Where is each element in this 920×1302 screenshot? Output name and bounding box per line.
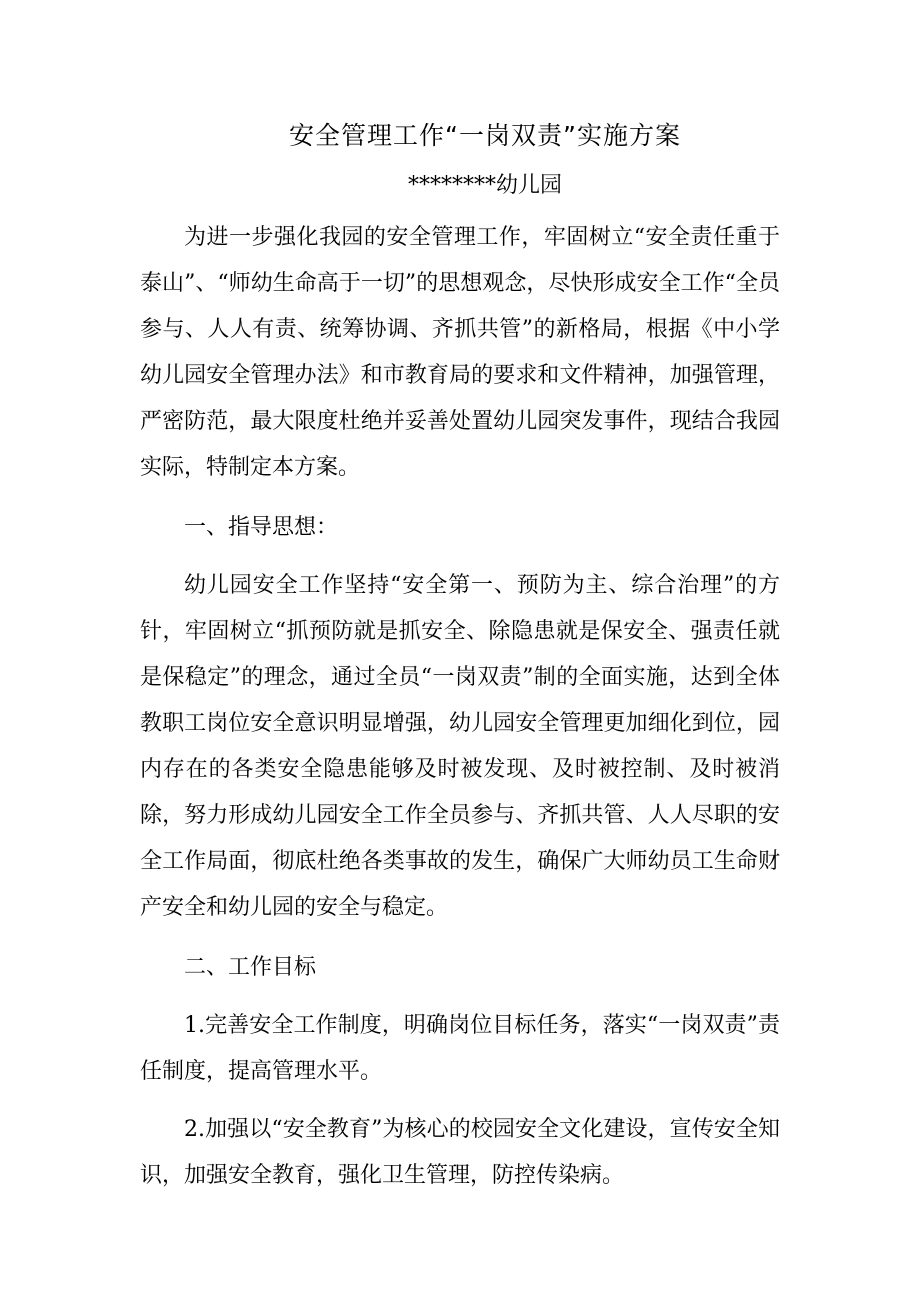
- goal-item-2: 2.加强以“安全教育”为核心的校园安全文化建设，宣传安全知识，加强安全教育，强化卫生管理，防控传染病。: [140, 1117, 780, 1188]
- intro-paragraph: 为进一步强化我园的安全管理工作，牢固树立“安全责任重于泰山”、“师幼生命高于一切”的思想观念，尽快形成安全工作“全员参与、人人有责、统筹协调、齐抓共管”的新格局，根据《中小学幼儿园安全管理办法》和市教育局的要求和文件精神，加强管理，严密防范，最大限度杜绝并妥善处置幼儿园突发事件，现结合我园实际，特制定本方案。: [140, 225, 780, 480]
- document-subtitle: ********幼儿园: [407, 173, 562, 198]
- guiding-ideology-paragraph: 幼儿园安全工作坚持“安全第一、预防为主、综合治理”的方针，牢固树立“抓预防就是抓安全、除隐患就是保安全、强责任就是保稳定”的理念，通过全员“一岗双责”制的全面实施，达到全体教职工岗位安全意识明显增强，幼儿园安全管理更加细化到位，园内存在的各类安全隐患能够及时被发现、及时被控制、及时被消除，努力形成幼儿园安全工作全员参与、齐抓共管、人人尽职的安全工作局面，彻底杜绝各类事故的发生，确保广大师幼员工生命财产安全和幼儿园的安全与稳定。: [140, 573, 780, 920]
- document-title: 安全管理工作“一岗双责”实施方案: [289, 121, 681, 150]
- section-heading-guiding-ideology: 一、指导思想：: [184, 515, 339, 540]
- document-body: [140, 215, 780, 1199]
- goal-item-1: 1.完善安全工作制度，明确岗位目标任务，落实“一岗双责”责任制度，提高管理水平。: [140, 1013, 780, 1084]
- section-heading-work-goals: 二、工作目标: [184, 955, 317, 980]
